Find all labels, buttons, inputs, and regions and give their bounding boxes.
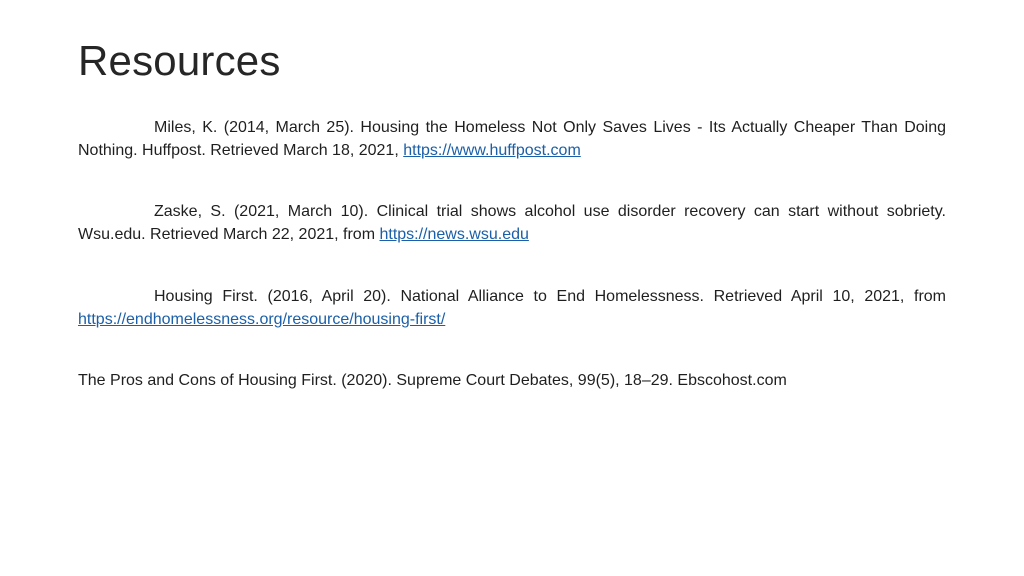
reference-text: Miles, K. (2014, March 25). Housing the Homeless Not Only Saves Lives - Its Actually Cheaper Than Doing Nothing. Huffpost. Retrieved March 18, 2021, <box>78 119 946 159</box>
slide-title: Resources <box>78 37 281 84</box>
reference-link[interactable]: https://news.wsu.edu <box>379 226 529 243</box>
reference-item <box>78 116 946 162</box>
reference-item <box>78 285 946 331</box>
reference-link[interactable]: https://endhomelessness.org/resource/housing-first/ <box>78 311 446 328</box>
reference-item <box>78 369 946 392</box>
reference-text: The Pros and Cons of Housing First. (2020). Supreme Court Debates, 99(5), 18–29. Ebscohost.com <box>78 372 787 389</box>
reference-text: Zaske, S. (2021, March 10). Clinical trial shows alcohol use disorder recovery can start without sobriety. Wsu.edu. Retrieved March 22, 2021, from <box>78 203 946 243</box>
references-list <box>78 116 946 392</box>
reference-text: Housing First. (2016, April 20). National Alliance to End Homelessness. Retrieved April 10, 2021, from <box>154 288 946 305</box>
reference-item <box>78 200 946 246</box>
reference-link[interactable]: https://www.huffpost.com <box>403 142 581 159</box>
